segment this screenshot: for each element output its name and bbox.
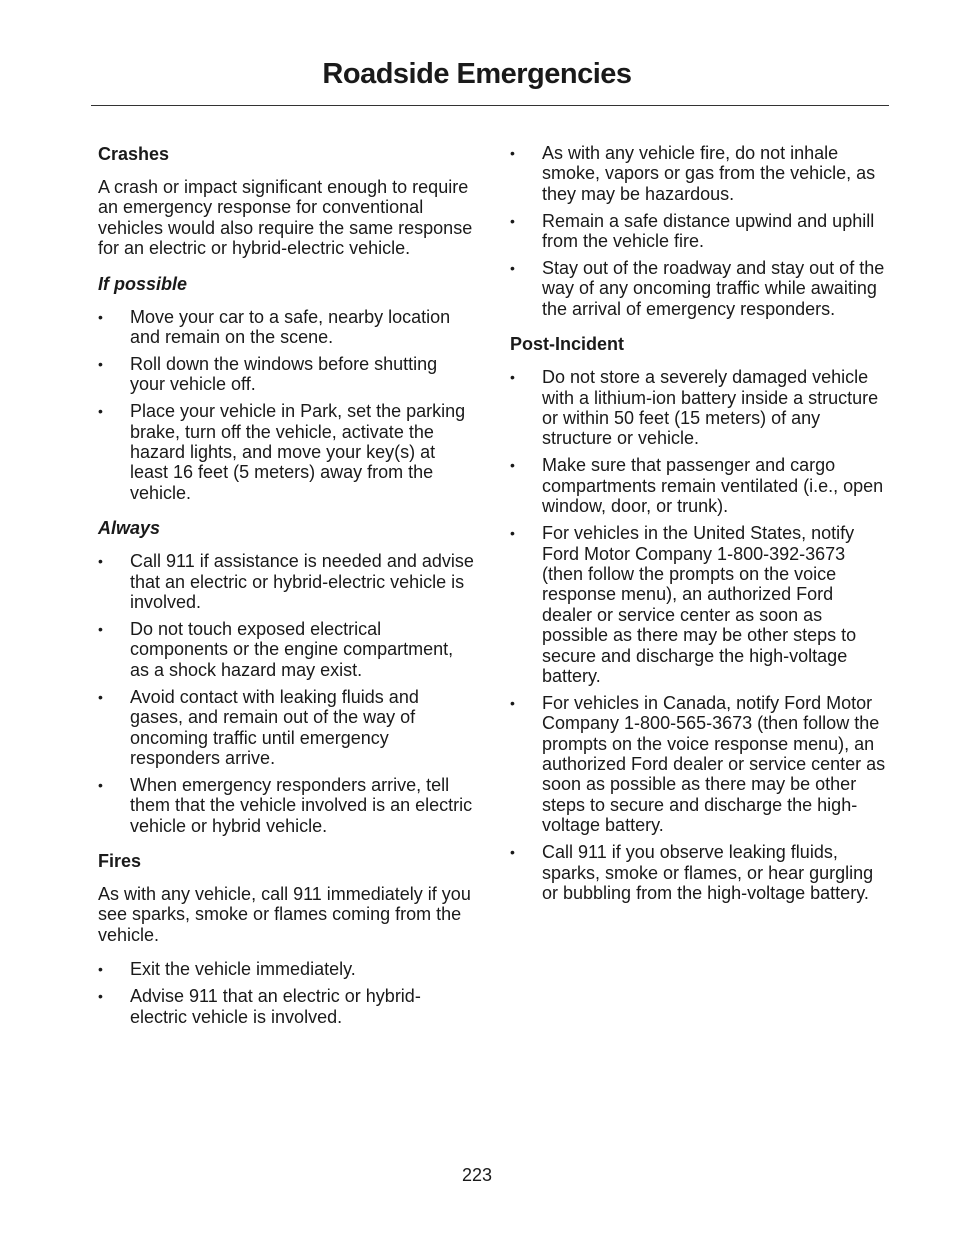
bullet-icon: • bbox=[98, 961, 103, 978]
section-heading-crashes: Crashes bbox=[98, 144, 170, 164]
page-title: Roadside Emergencies bbox=[322, 58, 632, 90]
bullet-icon: • bbox=[98, 776, 103, 793]
bullet-icon: • bbox=[98, 403, 103, 420]
list-item: • For vehicles in the United States, notify Ford Motor Company 1-800-392-3673 (then follow the prompts on the voice response menu), an authorized Ford dealer or service center as soon as possible as there may be other steps to secure and discharge the high-voltage battery. bbox=[510, 523, 857, 686]
bullet-icon: • bbox=[98, 355, 103, 372]
list-item: • When emergency responders arrive, tell them that the vehicle involved is an electric vehicle or hybrid vehicle. bbox=[98, 774, 473, 836]
list-item: • Advise 911 that an electric or hybrid-electric vehicle is involved. bbox=[98, 986, 421, 1027]
bullet-icon: • bbox=[510, 260, 515, 277]
subheading-always: Always bbox=[98, 518, 161, 539]
list-item: • Place your vehicle in Park, set the parking brake, turn off the vehicle, activate the hazard lights, and move your key(s) at least 16 feet (5 meters) away from the vehicle. bbox=[98, 401, 466, 503]
list-item: • Stay out of the roadway and stay out of the way of any oncoming traffic while awaiting the arrival of emergency responders. bbox=[510, 258, 885, 319]
list-item: • Do not touch exposed electrical components or the engine compartment, as a shock hazard may exist. bbox=[98, 619, 454, 680]
bullet-icon: • bbox=[510, 694, 515, 711]
list-item: • Move your car to a safe, nearby location and remain on the scene. bbox=[98, 306, 451, 348]
bullet-icon: • bbox=[98, 308, 103, 325]
section-heading-fires: Fires bbox=[98, 851, 142, 872]
if-possible-list bbox=[98, 307, 474, 504]
bullet-icon: • bbox=[510, 212, 515, 229]
always-list bbox=[98, 551, 474, 836]
right-column bbox=[510, 143, 886, 917]
list-item: • For vehicles in Canada, notify Ford Motor Company 1-800-565-3673 (then follow the prompts on the voice response menu), an authorized Ford dealer or service center as soon as possible as there may be other steps to secure and discharge the high-voltage battery. bbox=[510, 692, 886, 836]
list-item: • Exit the vehicle immediately. bbox=[98, 959, 356, 980]
list-item: • Remain a safe distance upwind and uphill from the vehicle fire. bbox=[510, 210, 875, 252]
page-number: 223 bbox=[461, 1165, 493, 1185]
list-item: • Do not store a severely damaged vehicle with a lithium-ion battery inside a structure or within 50 feet (15 meters) of any structure or vehicle. bbox=[510, 367, 879, 449]
title-divider bbox=[91, 105, 889, 106]
left-column bbox=[98, 143, 474, 1041]
list-item: • Make sure that passenger and cargo compartments remain ventilated (i.e., open window, door, or trunk). bbox=[510, 455, 884, 517]
bullet-icon: • bbox=[98, 688, 103, 705]
post-incident-list bbox=[510, 367, 886, 903]
list-item: • Call 911 if assistance is needed and advise that an electric or hybrid-electric vehicle is involved. bbox=[98, 551, 474, 613]
list-item: • Call 911 if you observe leaking fluids, sparks, smoke or flames, or hear gurgling or bubbling from the high-voltage battery. bbox=[510, 842, 874, 903]
list-item: • As with any vehicle fire, do not inhale smoke, vapors or gas from the vehicle, as they may be hazardous. bbox=[510, 143, 876, 204]
crashes-paragraph: A crash or impact significant enough to require an emergency response for conventional vehicles would also require the same response for an electric or hybrid-electric vehicle. bbox=[98, 177, 473, 259]
bullet-icon: • bbox=[510, 145, 515, 161]
bullet-icon: • bbox=[510, 457, 515, 474]
bullet-icon: • bbox=[98, 553, 103, 570]
subheading-if-possible: If possible bbox=[98, 273, 188, 294]
list-item: • Avoid contact with leaking fluids and gases, and remain out of the way of oncoming traffic until emergency responders arrive. bbox=[98, 686, 419, 768]
bullet-icon: • bbox=[510, 369, 515, 386]
bullet-icon: • bbox=[98, 988, 103, 1005]
bullet-icon: • bbox=[510, 525, 515, 542]
list-item: • Roll down the windows before shutting your vehicle off. bbox=[98, 353, 438, 395]
bullet-icon: • bbox=[98, 621, 103, 637]
bullet-icon: • bbox=[510, 844, 515, 861]
fires-continued-list bbox=[510, 143, 886, 319]
section-heading-post-incident: Post-Incident bbox=[510, 334, 625, 355]
fires-list bbox=[98, 959, 474, 1027]
fires-paragraph: As with any vehicle, call 911 immediately if you see sparks, smoke or flames coming from the vehicle. bbox=[98, 884, 471, 945]
